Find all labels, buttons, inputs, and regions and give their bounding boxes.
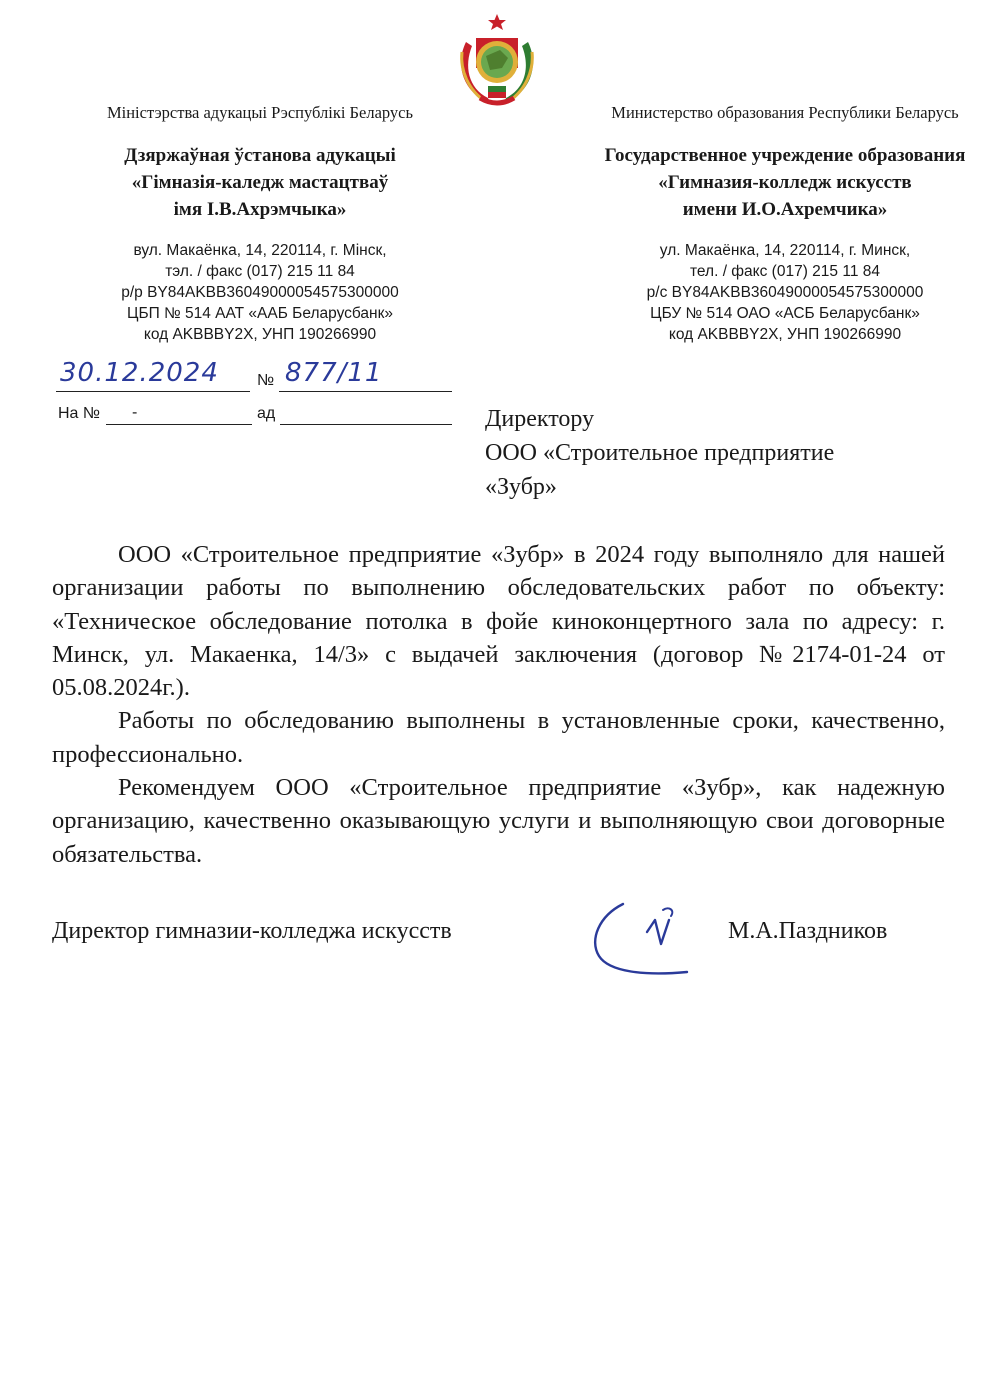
signatory-name: М.А.Паздников bbox=[728, 918, 888, 944]
handwritten-date: 30.12.2024 bbox=[60, 358, 219, 388]
institution-name-by: Дзяржаўная ўстанова адукацыі «Гімназія-каледж мастацтваў імя І.В.Ахрэмчыка» bbox=[124, 145, 396, 220]
ref-dash: - bbox=[132, 404, 138, 421]
body-paragraph: Работы по обследованию выполнены в установленные сроки, качественно, профессионально. bbox=[52, 707, 945, 768]
body-paragraph: Рекомендуем ООО «Строительное предприятие «Зубр», как надежную организацию, качественно оказывающую услуги и выполняющую свои договорные обязательства. bbox=[52, 774, 945, 868]
letter-body bbox=[52, 538, 945, 871]
body-paragraph: ООО «Строительное предприятие «Зубр» в 2024 году выполняло для нашей организации работы по выполнению обследовательских работ по объекту: «Техническое обследование потолка в фойе киноконцертного зала по адресу: г. Минск, ул. Макаенка, 14/3» с выдачей заключения (договор №2174-01-24 от 05.08.2024г.). bbox=[52, 541, 945, 702]
from-label: ад bbox=[257, 405, 276, 422]
ministry-name-ru: Министерство образования Республики Беларусь bbox=[611, 103, 959, 122]
state-emblem bbox=[450, 12, 544, 110]
number-field bbox=[279, 358, 452, 392]
ref-label: На № bbox=[58, 405, 101, 422]
addressee: Директору ООО «Строительное предприятие «Зубр» bbox=[485, 406, 835, 500]
handwritten-signature bbox=[585, 898, 695, 980]
ministry-name-by: Міністэрства адукацыі Рэспублікі Беларусь bbox=[106, 103, 414, 122]
signatory-title: Директор гимназии-колледжа искусств bbox=[52, 918, 452, 944]
institution-address-by: вул. Макаёнка, 14, 220114, г. Мінск, тэл. / факс (017) 215 11 84 р/р BY84AKBB36049000054575300000 ЦБП № 514 ААТ «ААБ Беларусбанк» код AKBBBY2X, УНП 190266990 bbox=[121, 242, 399, 343]
institution-name-ru: Государственное учреждение образования «Гимназия-колледж искусств имени И.О.Ахремчика» bbox=[604, 145, 966, 220]
handwritten-number: 877/11 bbox=[285, 358, 383, 388]
date-field bbox=[56, 358, 250, 392]
number-label: № bbox=[257, 372, 275, 389]
ref-date-field bbox=[280, 404, 452, 425]
institution-address-ru: ул. Макаёнка, 14, 220114, г. Минск, тел. / факс (017) 215 11 84 р/с BY84AKBB36049000054575300000 ЦБУ № 514 ОАО «АСБ Беларусбанк» код AKBBBY2X, УНП 190266990 bbox=[646, 242, 924, 343]
ref-number-field bbox=[106, 404, 252, 425]
